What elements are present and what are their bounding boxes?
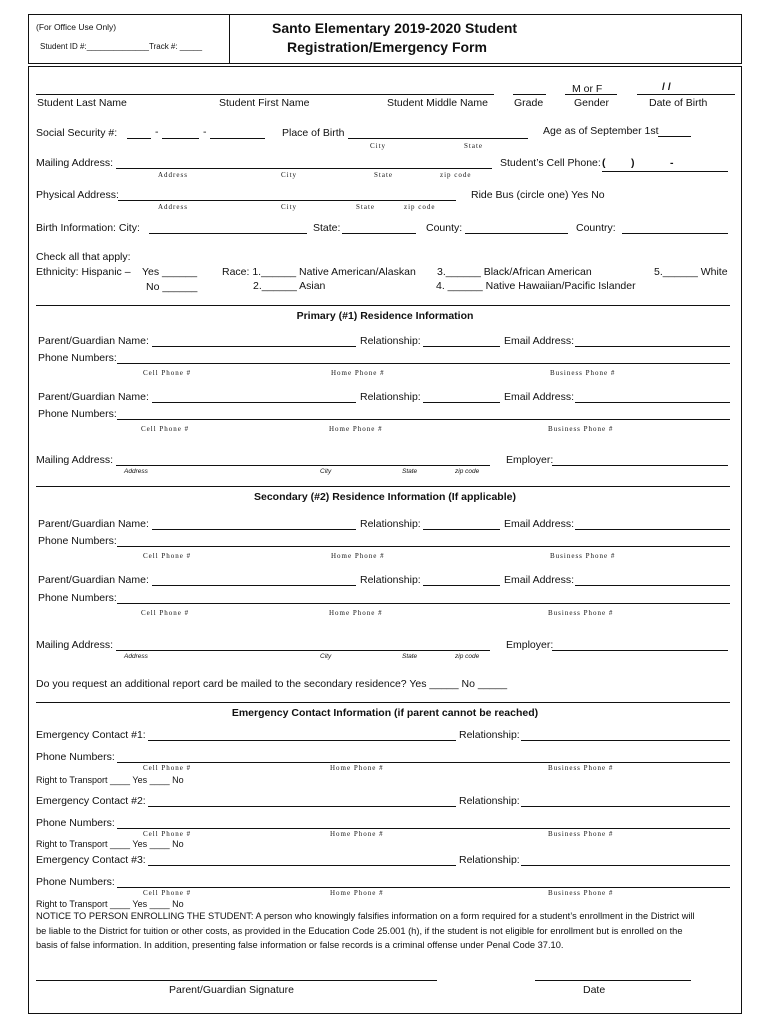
label-employer: Employer: (506, 639, 554, 651)
label-relationship: Relationship: (459, 729, 520, 741)
label-guardian-name: Parent/Guardian Name: (38, 335, 149, 347)
relationship-field[interactable] (521, 806, 730, 807)
label-relationship: Relationship: (360, 335, 421, 347)
cell-paren-open: ( (602, 157, 606, 169)
student-id-track-line[interactable]: Student ID #:______________Track #: _____ (40, 42, 203, 51)
sub-state: State (356, 203, 375, 211)
sub-address: Address (124, 653, 148, 660)
sub-zip: zip code (440, 171, 472, 179)
sub-cell-phone: Cell Phone # (143, 764, 192, 772)
emergency-contact-2-field[interactable] (148, 806, 456, 807)
student-name-field[interactable] (36, 94, 494, 95)
sub-address: Address (124, 468, 148, 475)
hispanic-yes[interactable]: Yes ______ (142, 266, 198, 278)
label-last-name: Student Last Name (37, 97, 127, 109)
sub-business-phone: Business Phone # (550, 369, 616, 377)
label-birth-place: Place of Birth (282, 127, 345, 139)
report-card-question[interactable]: Do you request an additional report card be mailed to the secondary residence? Yes _____ No _____ (36, 678, 508, 690)
label-phone-numbers: Phone Numbers: (36, 751, 115, 763)
mailing-address-field[interactable] (116, 650, 490, 651)
label-birth-county: County: (426, 222, 463, 234)
phone-numbers-field[interactable] (117, 419, 730, 420)
relationship-field[interactable] (423, 402, 500, 403)
notice-line-3: basis of false information. In addition, presenting false information or false records is a criminal offense under Penal Code 37.10. (36, 940, 564, 950)
ride-bus[interactable]: Ride Bus (circle one) Yes No (471, 189, 605, 201)
race-4[interactable]: 4. ______ Native Hawaiian/Pacific Islander (436, 280, 636, 292)
label-phone-numbers: Phone Numbers: (38, 408, 117, 420)
label-relationship: Relationship: (459, 795, 520, 807)
label-phone-numbers: Phone Numbers: (36, 876, 115, 888)
label-mailing-address: Mailing Address: (36, 157, 114, 169)
relationship-field[interactable] (423, 585, 500, 586)
sub-business-phone: Business Phone # (548, 764, 614, 772)
guardian-name-field[interactable] (152, 585, 356, 586)
check-all-label: Check all that apply: (36, 251, 131, 263)
label-email: Email Address: (504, 391, 575, 403)
student-cell-field[interactable] (602, 171, 728, 172)
phone-numbers-field[interactable] (117, 828, 730, 829)
sub-address: Address (158, 203, 188, 211)
email-field[interactable] (575, 529, 730, 530)
right-to-transport[interactable]: Right to Transport ____ Yes ____ No (36, 775, 184, 785)
race-2[interactable]: 2.______ Asian (253, 280, 326, 292)
sub-home-phone: Home Phone # (330, 889, 384, 897)
ethnicity-label: Ethnicity: Hispanic – (36, 266, 131, 278)
sub-home-phone: Home Phone # (330, 830, 384, 838)
notice-line-1: NOTICE TO PERSON ENROLLING THE STUDENT: A person who knowingly falsifies information on a form required for a student’s enrollment in the District will (36, 911, 695, 921)
sub-business-phone: Business Phone # (550, 552, 616, 560)
guardian-name-field[interactable] (152, 346, 356, 347)
ssn-part1[interactable] (127, 138, 151, 139)
guardian-name-field[interactable] (152, 402, 356, 403)
birth-state-field[interactable] (342, 233, 416, 234)
label-grade: Grade (514, 97, 544, 109)
signature-field[interactable] (36, 980, 437, 981)
label-phone-numbers: Phone Numbers: (38, 592, 117, 604)
label-emergency-contact-3: Emergency Contact #3: (36, 854, 146, 866)
label-birth-state: State: (313, 222, 341, 234)
sub-business-phone: Business Phone # (548, 830, 614, 838)
cell-paren-close: ) (631, 157, 635, 169)
section-emergency: Emergency Contact Information (if parent cannot be reached) (231, 707, 539, 719)
ssn-part2[interactable] (162, 138, 199, 139)
sub-state: State (402, 653, 418, 660)
label-student-cell: Student’s Cell Phone: (500, 157, 601, 169)
label-relationship: Relationship: (360, 391, 421, 403)
age-field[interactable] (658, 136, 691, 137)
employer-field[interactable] (552, 465, 728, 466)
sub-home-phone: Home Phone # (331, 552, 385, 560)
label-employer: Employer: (506, 454, 554, 466)
email-field[interactable] (575, 585, 730, 586)
sub-cell-phone: Cell Phone # (143, 889, 192, 897)
office-use-title: (For Office Use Only) (36, 22, 117, 32)
label-phone-numbers: Phone Numbers: (38, 352, 117, 364)
dob-slashes: / / (662, 81, 671, 93)
phone-numbers-field[interactable] (117, 546, 730, 547)
mailing-address-field[interactable] (116, 168, 492, 169)
sub-business-phone: Business Phone # (548, 609, 614, 617)
birth-city-field[interactable] (149, 233, 307, 234)
label-birth-country: Country: (576, 222, 616, 234)
sub-city: City (281, 171, 298, 179)
label-ssn: Social Security #: (36, 127, 118, 139)
label-phone-numbers: Phone Numbers: (36, 817, 115, 829)
relationship-field[interactable] (423, 346, 500, 347)
sub-zip: zip code (404, 203, 436, 211)
label-first-name: Student First Name (219, 97, 310, 109)
label-emergency-contact-2: Emergency Contact #2: (36, 795, 146, 807)
gender-field (565, 94, 617, 95)
sub-city: City (281, 203, 298, 211)
label-guardian-name: Parent/Guardian Name: (38, 518, 149, 530)
right-to-transport[interactable]: Right to Transport ____ Yes ____ No (36, 839, 184, 849)
guardian-name-field[interactable] (152, 529, 356, 530)
label-dob: Date of Birth (649, 97, 708, 109)
label-guardian-name: Parent/Guardian Name: (38, 574, 149, 586)
sub-cell-phone: Cell Phone # (141, 609, 190, 617)
ssn-dash-1: - (155, 126, 159, 138)
sub-cell-phone: Cell Phone # (141, 425, 190, 433)
dob-field[interactable] (637, 94, 735, 95)
sub-state: State (374, 171, 393, 179)
relationship-field[interactable] (423, 529, 500, 530)
signature-label: Parent/Guardian Signature (169, 984, 294, 996)
ssn-part3[interactable] (210, 138, 265, 139)
phone-numbers-field[interactable] (117, 363, 730, 364)
right-to-transport[interactable]: Right to Transport ____ Yes ____ No (36, 899, 184, 909)
sub-address: Address (158, 171, 188, 179)
label-mailing-address: Mailing Address: (36, 639, 114, 651)
sub-zip: zip code (455, 468, 480, 475)
emergency-contact-3-field[interactable] (148, 865, 456, 866)
ssn-dash-2: - (203, 126, 207, 138)
label-email: Email Address: (504, 518, 575, 530)
phone-numbers-field[interactable] (117, 887, 730, 888)
label-relationship: Relationship: (459, 854, 520, 866)
sub-home-phone: Home Phone # (331, 369, 385, 377)
race-1[interactable]: Race: 1.______ Native American/Alaskan (222, 266, 416, 278)
divider (36, 702, 730, 703)
mailing-address-field[interactable] (116, 465, 490, 466)
form-title-line1: Santo Elementary 2019-2020 Student (272, 20, 518, 36)
label-physical-address: Physical Address: (36, 189, 119, 201)
divider (36, 486, 730, 487)
sub-cell-phone: Cell Phone # (143, 369, 192, 377)
birth-place-field[interactable] (348, 138, 528, 139)
label-gender: Gender (574, 97, 610, 109)
emergency-contact-1-field[interactable] (148, 740, 456, 741)
label-mailing-address: Mailing Address: (36, 454, 114, 466)
sub-state: State (464, 142, 483, 150)
section-primary: Primary (#1) Residence Information (296, 310, 474, 322)
birth-country-field[interactable] (622, 233, 728, 234)
race-5[interactable]: 5.______ White (654, 266, 728, 278)
sub-home-phone: Home Phone # (330, 764, 384, 772)
sub-home-phone: Home Phone # (329, 609, 383, 617)
cell-dash: - (670, 157, 674, 169)
sub-state: State (402, 468, 418, 475)
label-birth-info: Birth Information: City: (36, 222, 140, 234)
label-middle-name: Student Middle Name (387, 97, 488, 109)
form-border (28, 66, 742, 1014)
race-3[interactable]: 3.______ Black/African American (437, 266, 592, 278)
sub-zip: zip code (455, 653, 480, 660)
label-emergency-contact-1: Emergency Contact #1: (36, 729, 146, 741)
email-field[interactable] (575, 402, 730, 403)
grade-field[interactable] (513, 94, 546, 95)
sub-home-phone: Home Phone # (329, 425, 383, 433)
phone-numbers-field[interactable] (117, 603, 730, 604)
sub-city: City (320, 468, 332, 475)
physical-address-field[interactable] (118, 200, 456, 201)
label-relationship: Relationship: (360, 574, 421, 586)
notice-line-2: be liable to the District for tuition or other costs, as provided in the Education Code 25.001 (h), if the student is not eligible for enrollment but is enrolled on the (36, 926, 683, 936)
sub-cell-phone: Cell Phone # (143, 830, 192, 838)
sub-business-phone: Business Phone # (548, 889, 614, 897)
divider (36, 305, 730, 306)
relationship-field[interactable] (521, 865, 730, 866)
label-age: Age as of September 1st (543, 125, 659, 137)
label-guardian-name: Parent/Guardian Name: (38, 391, 149, 403)
label-phone-numbers: Phone Numbers: (38, 535, 117, 547)
form-title-line2: Registration/Emergency Form (287, 39, 487, 55)
section-secondary: Secondary (#2) Residence Information (If applicable) (254, 491, 516, 503)
sub-city: City (370, 142, 387, 150)
relationship-field[interactable] (521, 740, 730, 741)
label-email: Email Address: (504, 335, 575, 347)
birth-county-field[interactable] (465, 233, 568, 234)
employer-field[interactable] (552, 650, 728, 651)
date-field[interactable] (535, 980, 691, 981)
email-field[interactable] (575, 346, 730, 347)
sub-business-phone: Business Phone # (548, 425, 614, 433)
phone-numbers-field[interactable] (117, 762, 730, 763)
gender-options[interactable]: M or F (572, 83, 603, 95)
label-email: Email Address: (504, 574, 575, 586)
label-relationship: Relationship: (360, 518, 421, 530)
hispanic-no[interactable]: No ______ (146, 281, 198, 293)
date-label: Date (583, 984, 606, 996)
sub-cell-phone: Cell Phone # (143, 552, 192, 560)
sub-city: City (320, 653, 332, 660)
